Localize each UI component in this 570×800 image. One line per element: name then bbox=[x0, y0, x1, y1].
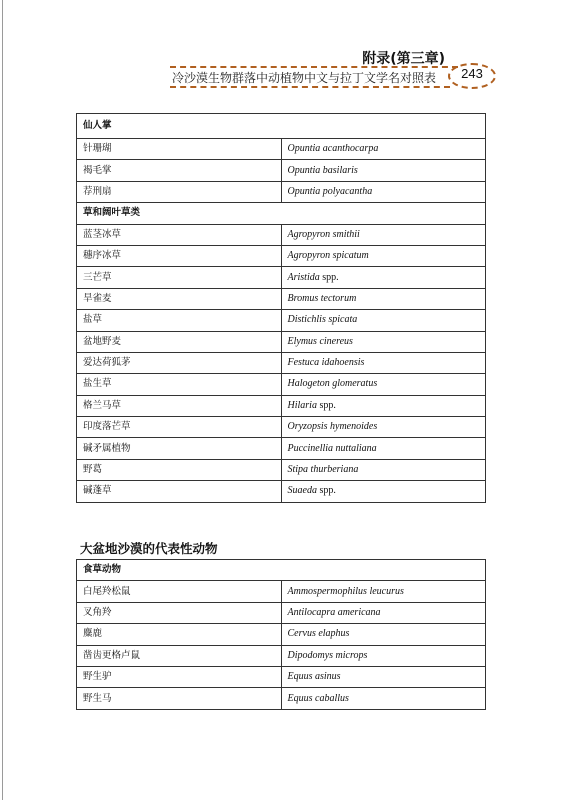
latin-name-cell bbox=[281, 438, 486, 459]
latin-name-cell bbox=[281, 310, 486, 331]
latin-name-cell bbox=[281, 395, 486, 416]
table-row bbox=[77, 139, 486, 160]
latin-name: Ammospermophilus leucurus bbox=[287, 585, 404, 597]
chinese-name-cell: 叉角羚 bbox=[77, 602, 282, 623]
table-row bbox=[77, 666, 486, 687]
section-heading: 大盆地沙漠的代表性动物 bbox=[80, 541, 218, 556]
chinese-name-cell: 旱雀麦 bbox=[77, 288, 282, 309]
table-row bbox=[77, 310, 486, 331]
chinese-name-cell: 针珊瑚 bbox=[77, 139, 282, 160]
latin-name: Opuntia polyacantha bbox=[287, 185, 373, 197]
table-row bbox=[77, 645, 486, 666]
category-label: 草和阔叶草类 bbox=[77, 203, 486, 224]
table-row bbox=[77, 581, 486, 602]
latin-suffix: spp. bbox=[316, 399, 336, 411]
latin-name-cell bbox=[281, 602, 486, 623]
table-row bbox=[77, 224, 486, 245]
chinese-name-cell: 盐草 bbox=[77, 310, 282, 331]
table-row bbox=[77, 245, 486, 266]
chinese-name-cell: 印度落芒草 bbox=[77, 417, 282, 438]
latin-name-cell bbox=[281, 481, 486, 502]
latin-name: Halogeton glomeratus bbox=[287, 378, 378, 390]
latin-name: Antilocapra americana bbox=[287, 606, 381, 618]
plants-table bbox=[76, 113, 486, 503]
latin-name-cell bbox=[281, 417, 486, 438]
table-row bbox=[77, 267, 486, 288]
chinese-name-cell: 野生马 bbox=[77, 688, 282, 709]
category-label: 仙人掌 bbox=[77, 114, 486, 139]
latin-name-cell bbox=[281, 459, 486, 480]
table-row bbox=[77, 481, 486, 502]
latin-name-cell bbox=[281, 139, 486, 160]
latin-name: Puccinellia nuttaliana bbox=[287, 442, 377, 454]
latin-name: Festuca idahoensis bbox=[287, 357, 365, 369]
latin-name: Aristida bbox=[287, 271, 320, 283]
running-title: 冷沙漠生物群落中动植物中文与拉丁文学名对照表 bbox=[172, 71, 437, 85]
chinese-name-cell: 麋鹿 bbox=[77, 624, 282, 645]
chinese-name-cell: 碱矛属植物 bbox=[77, 438, 282, 459]
table-row bbox=[77, 602, 486, 623]
table-row bbox=[77, 288, 486, 309]
chinese-name-cell: 碱蓬草 bbox=[77, 481, 282, 502]
latin-name: Agropyron spicatum bbox=[287, 250, 369, 262]
chinese-name-cell: 褐毛掌 bbox=[77, 160, 282, 181]
latin-name: Hilaria bbox=[287, 399, 317, 411]
table-row bbox=[77, 331, 486, 352]
latin-name-cell bbox=[281, 288, 486, 309]
chinese-name-cell: 三芒草 bbox=[77, 267, 282, 288]
chinese-name-cell: 荐刑扇 bbox=[77, 181, 282, 202]
latin-name-cell bbox=[281, 352, 486, 373]
chinese-name-cell: 凿齿更格卢鼠 bbox=[77, 645, 282, 666]
page-edge bbox=[2, 0, 3, 800]
latin-name: Distichlis spicata bbox=[287, 314, 358, 326]
table-row bbox=[77, 395, 486, 416]
latin-suffix: spp. bbox=[316, 485, 336, 497]
chinese-name-cell: 野生驴 bbox=[77, 666, 282, 687]
category-row bbox=[77, 560, 486, 581]
latin-name-cell bbox=[281, 267, 486, 288]
chinese-name-cell: 白尾羚松鼠 bbox=[77, 581, 282, 602]
latin-name-cell bbox=[281, 581, 486, 602]
latin-name: Equus caballus bbox=[287, 692, 349, 704]
latin-name-cell bbox=[281, 224, 486, 245]
header-rule-bottom bbox=[170, 86, 450, 88]
table-row bbox=[77, 438, 486, 459]
table-row bbox=[77, 417, 486, 438]
animals-table bbox=[76, 559, 486, 710]
latin-name: Opuntia acanthocarpa bbox=[287, 143, 379, 155]
latin-name-cell bbox=[281, 666, 486, 687]
header-rule-top bbox=[170, 66, 458, 68]
latin-name: Agropyron smithii bbox=[287, 228, 360, 240]
category-label: 食草动物 bbox=[77, 560, 486, 581]
table-row bbox=[77, 181, 486, 202]
latin-suffix: spp. bbox=[319, 271, 339, 283]
latin-name-cell bbox=[281, 374, 486, 395]
chinese-name-cell: 蓝茎冰草 bbox=[77, 224, 282, 245]
table-row bbox=[77, 688, 486, 709]
latin-name: Oryzopsis hymenoides bbox=[287, 421, 378, 433]
latin-name-cell bbox=[281, 624, 486, 645]
latin-name: Suaeda bbox=[287, 485, 317, 497]
chinese-name-cell: 野葛 bbox=[77, 459, 282, 480]
chinese-name-cell: 格兰马草 bbox=[77, 395, 282, 416]
latin-name-cell bbox=[281, 331, 486, 352]
latin-name: Dipodomys microps bbox=[287, 649, 368, 661]
table-row bbox=[77, 160, 486, 181]
latin-name: Opuntia basilaris bbox=[287, 164, 358, 176]
latin-name: Stipa thurberiana bbox=[287, 464, 359, 476]
chinese-name-cell: 盐生草 bbox=[77, 374, 282, 395]
latin-name: Equus asinus bbox=[287, 671, 341, 683]
table-row bbox=[77, 352, 486, 373]
chapter-label: 附录(第三章) bbox=[362, 51, 445, 67]
latin-name-cell bbox=[281, 160, 486, 181]
latin-name-cell bbox=[281, 645, 486, 666]
table-row bbox=[77, 374, 486, 395]
chinese-name-cell: 穗序冰草 bbox=[77, 245, 282, 266]
table-row bbox=[77, 459, 486, 480]
category-row bbox=[77, 114, 486, 139]
latin-name-cell bbox=[281, 181, 486, 202]
latin-name-cell bbox=[281, 245, 486, 266]
category-row bbox=[77, 203, 486, 224]
latin-name: Cervus elaphus bbox=[287, 628, 350, 640]
latin-name: Bromus tectorum bbox=[287, 292, 357, 304]
chinese-name-cell: 盆地野麦 bbox=[77, 331, 282, 352]
chinese-name-cell: 爱达荷狐茅 bbox=[77, 352, 282, 373]
latin-name-cell bbox=[281, 688, 486, 709]
latin-name: Elymus cinereus bbox=[287, 335, 353, 347]
table-row bbox=[77, 624, 486, 645]
page-number: 243 bbox=[461, 66, 483, 81]
